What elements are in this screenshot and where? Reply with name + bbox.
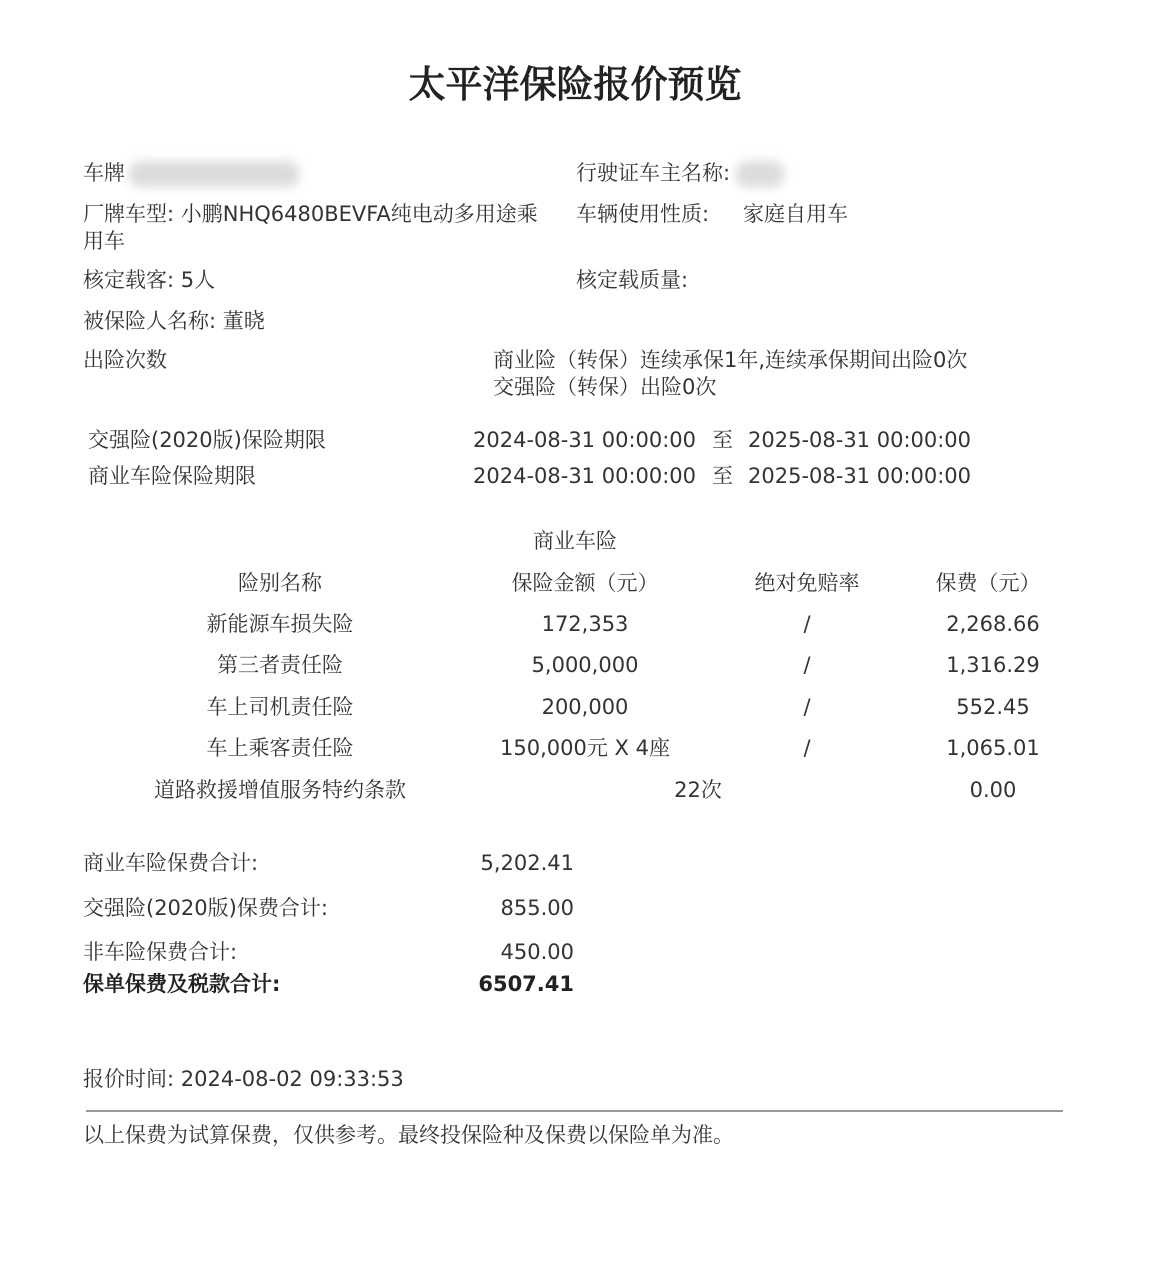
row-amount: 150,000元 X 4座	[500, 736, 670, 760]
coverage-heading: 商业车险	[533, 529, 617, 553]
row-premium: 1,316.29	[946, 653, 1040, 677]
owner-label: 行驶证车主名称:	[576, 161, 731, 185]
row-deductible: /	[803, 612, 811, 636]
period-compulsory-end: 2025-08-31 00:00:00	[748, 428, 972, 452]
usage-label: 车辆使用性质:	[576, 202, 710, 226]
row-deductible: /	[803, 695, 811, 719]
header-amount: 保险金额（元）	[511, 571, 659, 595]
load-capacity-label: 核定载质量:	[576, 268, 689, 292]
row-name: 第三者责任险	[217, 653, 343, 677]
divider	[86, 1110, 1063, 1112]
period-compulsory-start: 2024-08-31 00:00:00	[473, 428, 697, 452]
period-commercial-label: 商业车险保险期限	[88, 464, 256, 488]
total-compulsory-value: 855.00	[500, 896, 574, 920]
insured-label: 被保险人名称:	[83, 309, 217, 333]
plate-label: 车牌	[83, 161, 125, 185]
row-premium: 0.00	[969, 778, 1017, 802]
total-commercial-label: 商业车险保费合计:	[83, 851, 259, 875]
plate-redacted	[129, 161, 299, 187]
row-amount: 22次	[674, 778, 722, 802]
grand-total-value: 6507.41	[478, 972, 574, 996]
usage-value: 家庭自用车	[743, 202, 848, 226]
row-name: 车上司机责任险	[206, 695, 354, 719]
header-name: 险别名称	[238, 571, 322, 595]
header-deductible: 绝对免赔率	[754, 571, 860, 595]
total-commercial-value: 5,202.41	[480, 851, 574, 875]
passenger-capacity: 核定载客: 5人	[83, 268, 216, 292]
total-noncar-value: 450.00	[500, 940, 574, 964]
disclaimer: 以上保费为试算保费，仅供参考。最终投保险种及保费以保险单为准。	[83, 1123, 734, 1147]
header-premium: 保费（元）	[935, 571, 1041, 595]
period-commercial-end: 2025-08-31 00:00:00	[748, 464, 972, 488]
model-value-line1: 小鹏NHQ6480BEVFA纯电动多用途乘	[180, 202, 538, 226]
row-deductible: /	[803, 653, 811, 677]
row-amount: 5,000,000	[531, 653, 639, 677]
row-name: 道路救援增值服务特约条款	[154, 778, 406, 802]
owner-redacted	[736, 161, 784, 187]
row-name: 车上乘客责任险	[206, 736, 354, 760]
row-amount: 200,000	[541, 695, 629, 719]
row-premium: 2,268.66	[946, 612, 1040, 636]
row-deductible: /	[803, 736, 811, 760]
grand-total-label: 保单保费及税款合计:	[83, 972, 281, 996]
row-amount: 172,353	[541, 612, 629, 636]
claims-label: 出险次数	[83, 348, 167, 372]
claims-compulsory: 交强险（转保）出险0次	[493, 375, 717, 399]
row-premium: 552.45	[956, 695, 1030, 719]
total-noncar-label: 非车险保费合计:	[83, 940, 238, 964]
period-compulsory-label: 交强险(2020版)保险期限	[88, 428, 326, 452]
claims-commercial: 商业险（转保）连续承保1年,连续承保期间出险0次	[493, 348, 968, 372]
insured-field	[83, 308, 265, 334]
insured-value: 董晓	[222, 309, 265, 333]
period-commercial-sep: 至	[712, 464, 733, 488]
period-commercial-start: 2024-08-31 00:00:00	[473, 464, 697, 488]
model-field	[83, 201, 538, 227]
owner-field	[576, 160, 784, 187]
model-label: 厂牌车型:	[83, 202, 175, 226]
page-title: 太平洋保险报价预览	[408, 63, 742, 106]
total-compulsory-label: 交强险(2020版)保费合计:	[83, 896, 328, 920]
plate-field	[83, 160, 299, 187]
model-value-line2: 用车	[83, 229, 125, 253]
period-compulsory-sep: 至	[712, 428, 733, 452]
row-name: 新能源车损失险	[206, 612, 354, 636]
quote-time: 报价时间: 2024-08-02 09:33:53	[83, 1067, 404, 1091]
row-premium: 1,065.01	[946, 736, 1040, 760]
